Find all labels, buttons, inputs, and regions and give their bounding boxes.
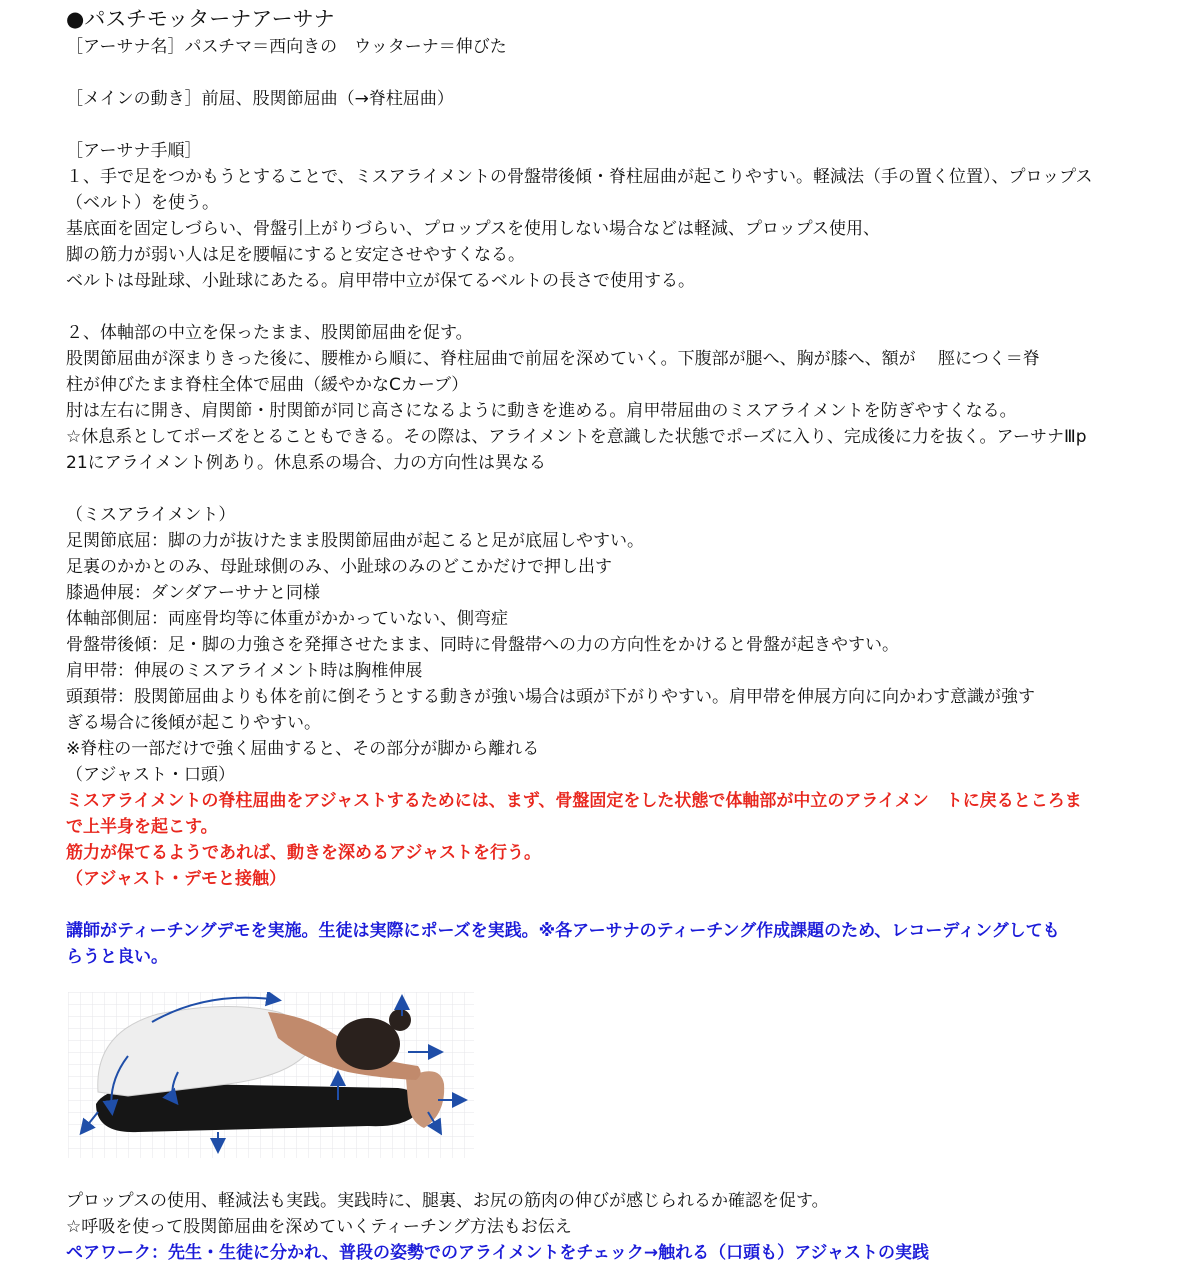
text-line: 筋力が保てるようであれば、動きを深めるアジャストを行う。 <box>66 843 541 863</box>
text-line: 脚の筋力が弱い人は足を腰幅にすると安定させやすくなる。 <box>66 245 525 265</box>
text-line: 足裏のかかとのみ、母趾球側のみ、小趾球のみのどこかだけで押し出す <box>66 557 613 577</box>
text-line: 頭頚帯：股関節屈曲よりも体を前に倒そうとする動きが強い場合は頭が下がりやすい。肩甲帯を伸展方向に向かわす意識が強す <box>66 687 1035 707</box>
text-line: ☆休息系としてポーズをとることもできる。その際は、アライメントを意識した状態でポーズに入り、完成後に力を抜く。アーサナⅢp <box>66 427 1087 447</box>
text-line: 足関節底屈：脚の力が抜けたまま股関節屈曲が起こると足が底屈しやすい。 <box>66 531 644 551</box>
text-line: １、手で足をつかもうとすることで、ミスアライメントの骨盤帯後傾・脊柱屈曲が起こりやすい。軽減法（手の置く位置）、プロップス <box>66 167 1093 187</box>
text-line: ☆呼吸を使って股関節屈曲を深めていくティーチング方法もお伝え <box>66 1217 572 1237</box>
text-line: ［メインの動き］前屈、股関節屈曲（→脊柱屈曲） <box>66 89 454 109</box>
teaching-blue-text <box>66 918 1126 970</box>
blank-line <box>66 112 1126 138</box>
blank-line <box>66 476 1126 502</box>
text-line: ベルトは母趾球、小趾球にあたる。肩甲帯中立が保てるベルトの長さで使用する。 <box>66 271 695 291</box>
text-line: ［アーサナ名］パスチマ＝西向きの ウッターナ＝伸びた <box>66 37 507 57</box>
text-line: 基底面を固定しづらい、骨盤引上がりづらい、プロップスを使用しない場合などは軽減、プロップス使用、 <box>66 219 880 239</box>
text-line: （アジャスト・デモと接触） <box>66 869 286 889</box>
pair-work-line: ペアワーク：先生・生徒に分かれ、普段の姿勢でのアライメントをチェック→触れる（口頭も）アジャストの実践 <box>66 1243 930 1263</box>
text-line: （ミスアライメント） <box>66 505 236 525</box>
forward-bend-pose-illustration <box>68 992 474 1158</box>
text-line: ※脊柱の一部だけで強く屈曲すると、その部分が脚から離れる <box>66 739 540 759</box>
main-text <box>66 34 1126 788</box>
text-line: 肩甲帯：伸展のミスアライメント時は胸椎伸展 <box>66 661 423 681</box>
bottom-text <box>66 1188 1126 1240</box>
text-line: ぎる場合に後傾が起こりやすい。 <box>66 713 321 733</box>
text-line: 骨盤帯後傾：足・脚の力強さを発揮させたまま、同時に骨盤帯への力の方向性をかけると骨盤が起きやすい。 <box>66 635 899 655</box>
text-line: （アジャスト・口頭） <box>66 765 235 785</box>
blank-line <box>66 60 1126 86</box>
text-line: 21にアライメント例あり。休息系の場合、力の方向性は異なる <box>66 453 546 473</box>
text-line: ミスアライメントの脊柱屈曲をアジャストするためには、まず、骨盤固定をした状態で体軸部が中立のアライメン トに戻るところま <box>66 791 1082 811</box>
text-line: らうと良い。 <box>66 947 168 967</box>
text-line: （ベルト）を使う。 <box>66 193 219 213</box>
pose-illustration-icon <box>68 992 474 1158</box>
text-line: 股関節屈曲が深まりきった後に、腰椎から順に、脊柱屈曲で前屈を深めていく。下腹部が腿へ、胸が膝へ、額が 脛につく＝脊 <box>66 349 1040 369</box>
text-line: 柱が伸びたまま脊柱全体で屈曲（緩やかなCカーブ） <box>66 375 469 395</box>
adjust-red-text <box>66 788 1126 892</box>
blank-line <box>66 294 1126 320</box>
bottom-notes <box>66 1188 1126 1266</box>
text-line: で上半身を起こす。 <box>66 817 218 837</box>
document-body <box>66 4 1126 970</box>
text-line: プロップスの使用、軽減法も実践。実践時に、腿裏、お尻の筋肉の伸びが感じられるか確認を促す。 <box>66 1191 829 1211</box>
text-line: 膝過伸展：ダンダアーサナと同様 <box>66 583 320 603</box>
page-title: ●パスチモッターナアーサナ <box>66 7 335 31</box>
text-line: 肘は左右に開き、肩関節・肘関節が同じ高さになるように動きを進める。肩甲帯屈曲のミスアライメントを防ぎやすくなる。 <box>66 401 1017 421</box>
text-line: 講師がティーチングデモを実施。生徒は実際にポーズを実践。※各アーサナのティーチング作成課題のため、レコーディングしても <box>66 921 1060 941</box>
text-line: ２、体軸部の中立を保ったまま、股関節屈曲を促す。 <box>66 323 473 343</box>
text-line: 体軸部側屈：両座骨均等に体重がかかっていない、側弯症 <box>66 609 508 629</box>
text-line: ［アーサナ手順］ <box>66 141 202 161</box>
